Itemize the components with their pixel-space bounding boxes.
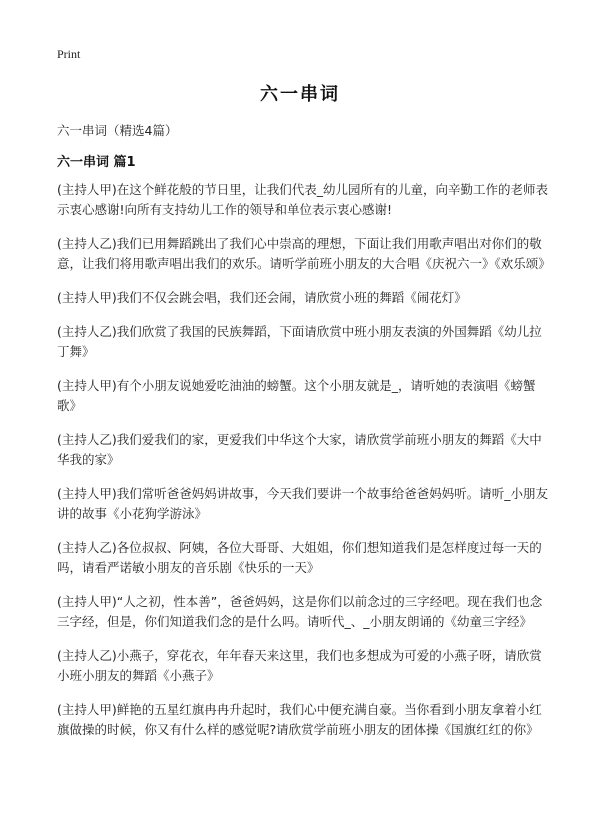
paragraph: (主持人乙)我们爱我们的家，更爱我们中华这个大家，请欣赏学前班小朋友的舞蹈《大中华我的家》 bbox=[57, 432, 542, 467]
paragraph: (主持人乙)我们已用舞蹈跳出了我们心中崇高的理想，下面让我们用歌声唱出对你们的敬意，让我们将用歌声唱出我们的欢乐。请听学前班小朋友的大合唱《庆祝六一》《欢乐颂》 bbox=[57, 236, 551, 271]
section-heading: 六一串词 篇1 bbox=[57, 155, 136, 170]
paragraph: (主持人乙)小燕子，穿花衣，年年春天来这里，我们也多想成为可爱的小燕子呀，请欣赏小班小朋友的舞蹈《小燕子》 bbox=[57, 648, 542, 683]
paragraph: (主持人甲)我们常听爸爸妈妈讲故事，今天我们要讲一个故事给爸爸妈妈听。请听_小朋友讲的故事《小花狗学游泳》 bbox=[57, 486, 549, 521]
paragraph: (主持人甲)“人之初，性本善”，爸爸妈妈，这是你们以前念过的三字经吧。现在我们也念三字经，但是，你们知道我们念的是什么吗。请听代_、_小朋友朗诵的《幼童三字经》 bbox=[57, 594, 543, 629]
print-link[interactable]: Print bbox=[57, 47, 81, 61]
paragraph: (主持人乙)我们欣赏了我国的民族舞蹈，下面请欣赏中班小朋友表演的外国舞蹈《幼儿拉丁舞》 bbox=[57, 324, 542, 359]
document-body bbox=[57, 180, 551, 754]
paragraph: (主持人甲)我们不仅会跳会唱，我们还会闹，请欣赏小班的舞蹈《闹花灯》 bbox=[57, 290, 467, 305]
paragraph: (主持人甲)在这个鲜花般的节日里，让我们代表_幼儿园所有的儿童，向辛勤工作的老师表示衷心感谢!向所有支持幼儿工作的领导和单位表示衷心感谢! bbox=[57, 182, 549, 217]
paragraph: (主持人乙)各位叔叔、阿姨，各位大哥哥、大姐姐，你们想知道我们是怎样度过每一天的吗，请看严诺敏小朋友的音乐剧《快乐的一天》 bbox=[57, 540, 542, 575]
paragraph: (主持人甲)有个小朋友说她爱吃油油的螃蟹。这个小朋友就是_，请听她的表演唱《螃蟹歌》 bbox=[57, 378, 536, 413]
document-subtitle: 六一串词（精选4篇） bbox=[57, 123, 178, 138]
paragraph: (主持人甲)鲜艳的五星红旗冉冉升起时，我们心中便充满自豪。当你看到小朋友拿着小红旗做操的时候，你又有什么样的感觉呢?请欣赏学前班小朋友的团体操《国旗红红的你》 bbox=[57, 702, 542, 737]
page-title: 六一串词 bbox=[260, 84, 340, 105]
